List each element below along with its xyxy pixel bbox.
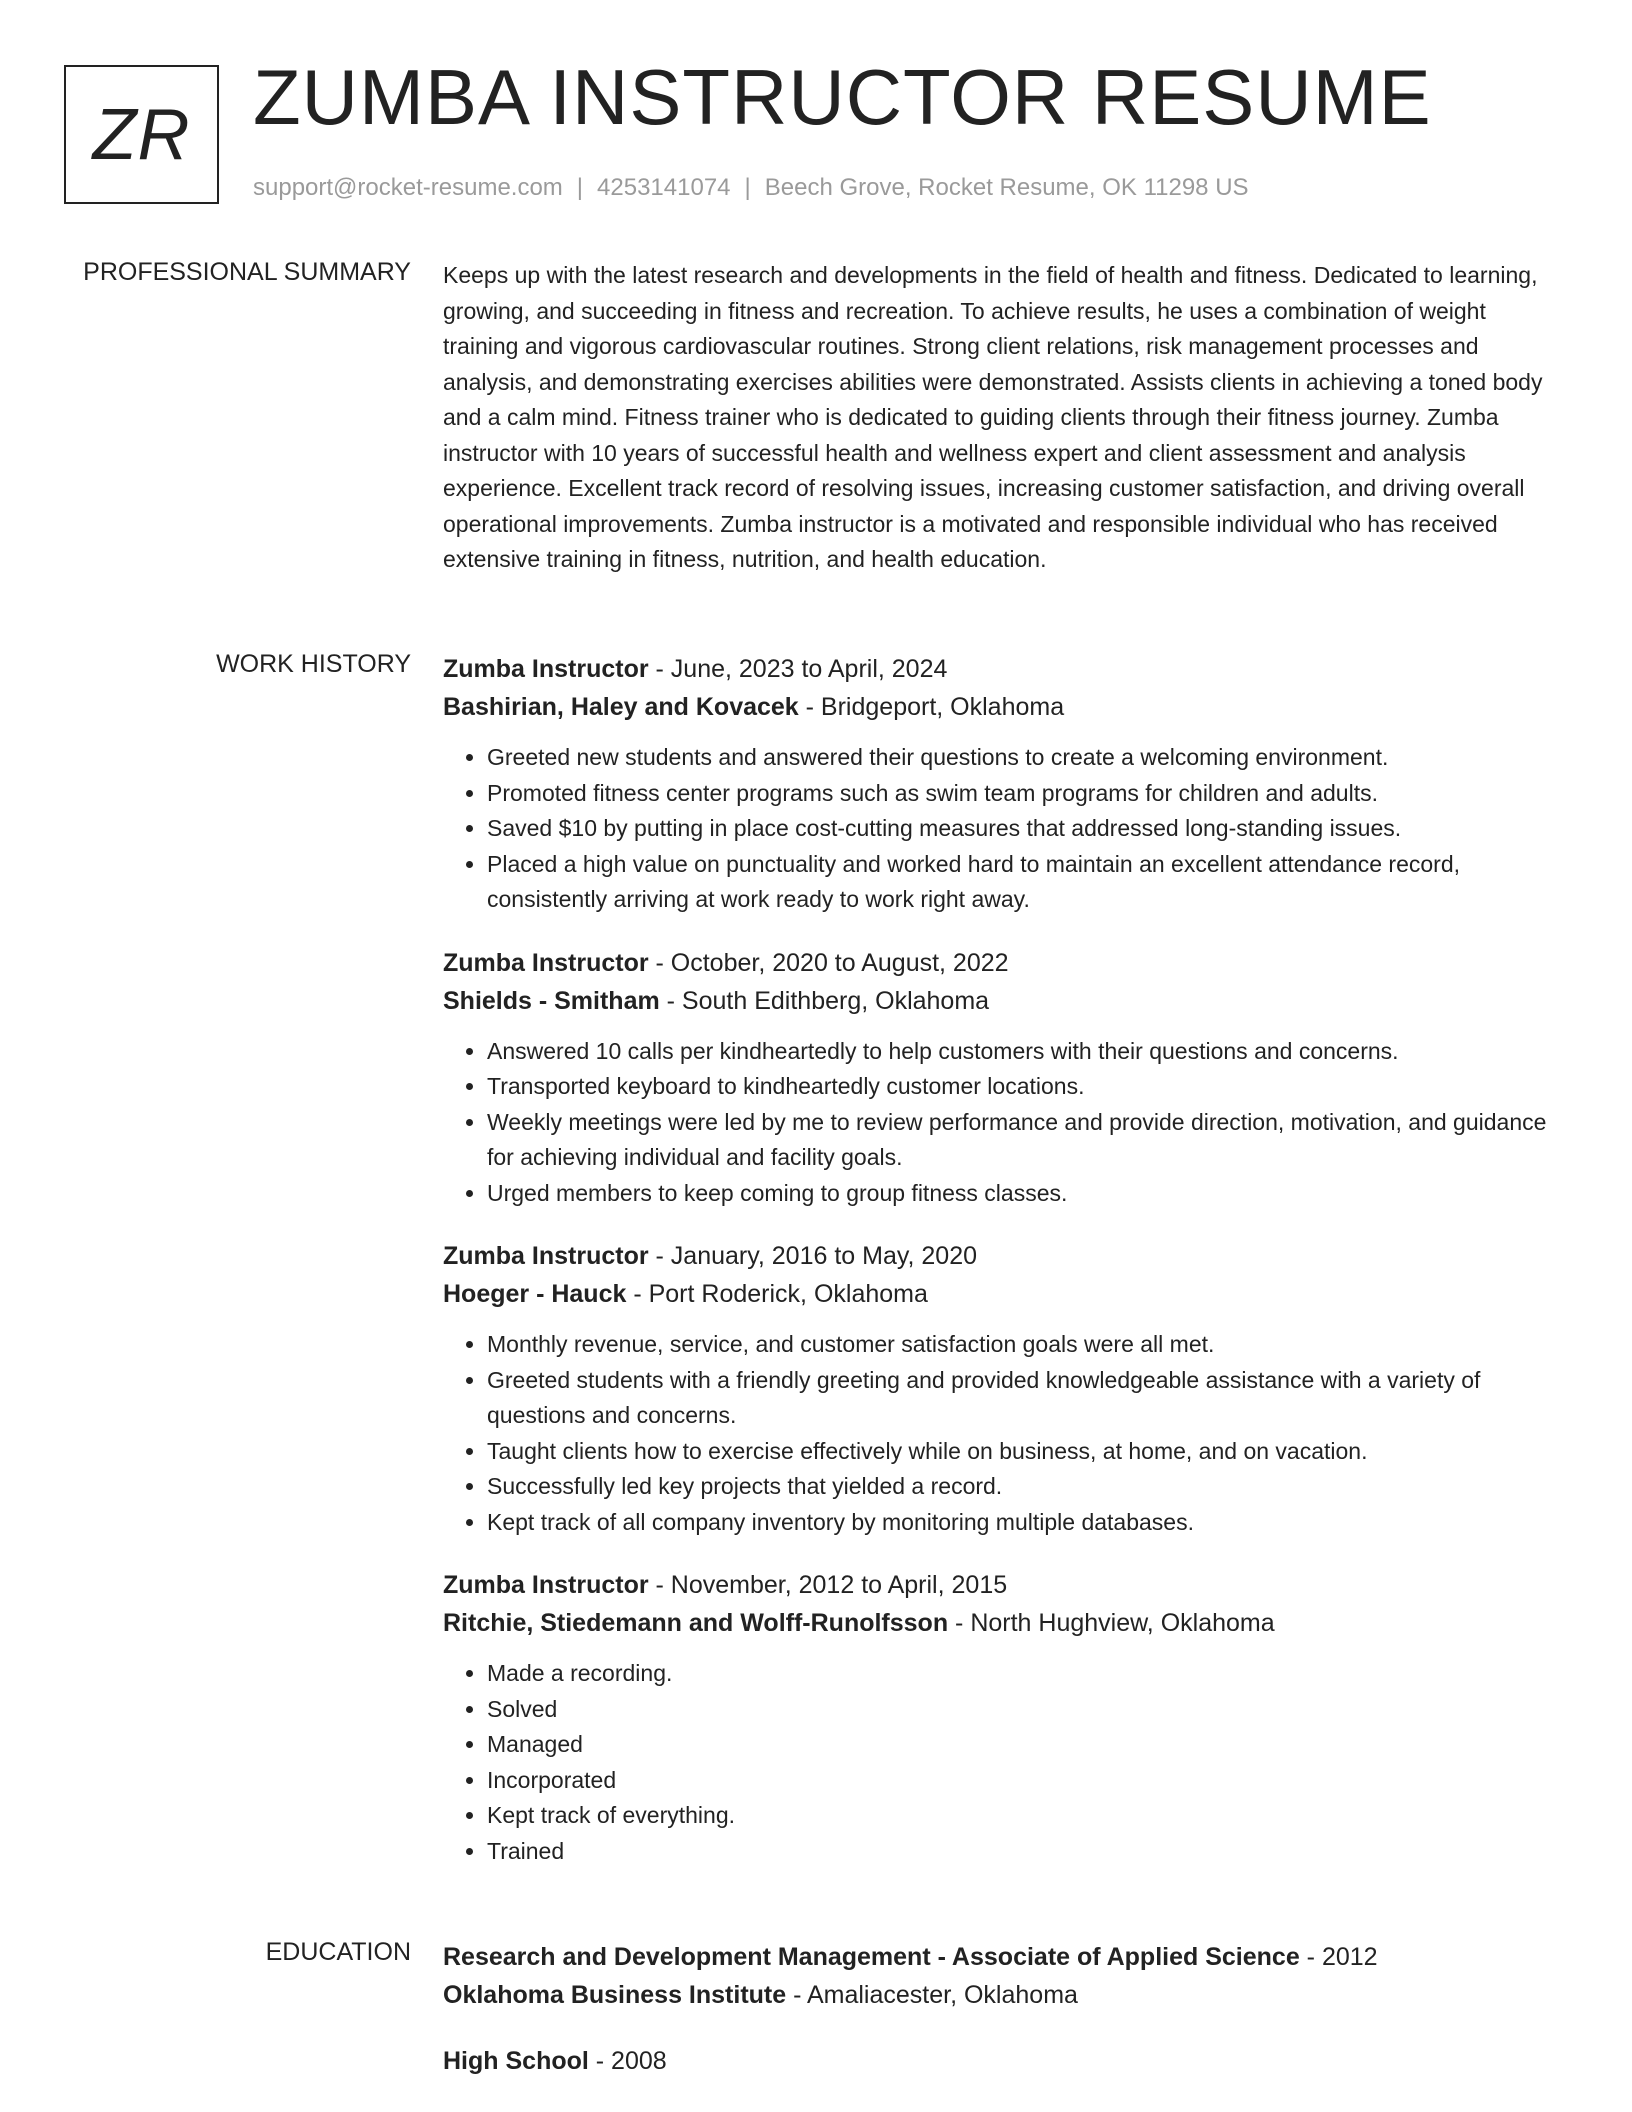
- job-company-line: [443, 982, 1558, 1020]
- job-bullet: • Promoted fitness center programs such as swim team programs for children and adults.: [487, 776, 1558, 812]
- job-company: Hoeger - Hauck: [443, 1280, 627, 1308]
- job-dates: - November, 2012 to April, 2015: [648, 1571, 1008, 1599]
- job-role: Zumba Instructor: [443, 1571, 649, 1599]
- job-bullet: • Urged members to keep coming to group fitness classes.: [487, 1176, 1558, 1212]
- job-bullet-list: [443, 740, 1558, 918]
- monogram: ZR: [64, 65, 219, 204]
- job-bullet: • Made a recording.: [487, 1656, 1558, 1692]
- contact-separator: |: [576, 174, 584, 201]
- education-year: - 2012: [1299, 1943, 1378, 1971]
- contact-address: Beech Grove, Rocket Resume, OK 11298 US: [764, 174, 1249, 201]
- job-bullet-list: [443, 1034, 1558, 1212]
- job-bullet: • Trained: [487, 1834, 1558, 1870]
- job-location: - Bridgeport, Oklahoma: [798, 693, 1065, 721]
- education-degree: Research and Development Management - Associate of Applied Science: [443, 1943, 1300, 1971]
- education-entry: [443, 1938, 1558, 2014]
- job-bullet: • Placed a high value on punctuality and worked hard to maintain an excellent attendance record, consistently arriving at work ready to work right away.: [487, 847, 1558, 918]
- job-bullet: • Kept track of all company inventory by monitoring multiple databases.: [487, 1505, 1558, 1541]
- education-school: Oklahoma Business Institute: [443, 1981, 787, 2009]
- education-degree: High School: [443, 2047, 589, 2075]
- education-degree-line: [443, 1938, 1558, 1976]
- job-location: - North Hughview, Oklahoma: [948, 1609, 1275, 1637]
- job-bullet: • Transported keyboard to kindheartedly customer locations.: [487, 1069, 1558, 1105]
- summary-text: Keeps up with the latest research and developments in the field of health and fitness. Dedicated to learning, growing, and succeeding in fitness and recreation. To achieve results, he uses a combination of weight training and vigorous cardiovascular routines. Strong client relations, risk management processes and analysis, and demonstrating exercises abilities were demonstrated. Assists clients in achieving a toned body and a calm mind. Fitness trainer who is dedicated to guiding clients through their fitness journey. Zumba instructor with 10 years of successful health and wellness expert and client assessment and analysis experience. Excellent track record of resolving issues, increasing customer satisfaction, and driving overall operational improvements. Zumba instructor is a motivated and responsible individual who has received extensive training in fitness, nutrition, and health education.: [443, 262, 1543, 572]
- education-year: - 2008: [588, 2047, 667, 2075]
- job-entry: [443, 944, 1558, 1212]
- job-bullet: • Greeted new students and answered their questions to create a welcoming environment.: [487, 740, 1558, 776]
- job-bullet: • Monthly revenue, service, and customer satisfaction goals were all met.: [487, 1327, 1558, 1363]
- job-bullet: • Solved: [487, 1692, 1558, 1728]
- job-title-line: [443, 944, 1558, 982]
- job-bullet: • Incorporated: [487, 1763, 1558, 1799]
- job-dates: - January, 2016 to May, 2020: [648, 1242, 978, 1270]
- education-degree-line: [443, 2042, 1558, 2080]
- job-entry: [443, 650, 1558, 918]
- contact-separator: |: [744, 174, 751, 201]
- job-company: Bashirian, Haley and Kovacek: [443, 693, 799, 721]
- job-bullet: • Managed: [487, 1727, 1558, 1763]
- job-bullet: • Weekly meetings were led by me to review performance and provide direction, motivation, and guidance for achieving individual and facility goals.: [487, 1105, 1558, 1176]
- contact-line: [253, 174, 1249, 202]
- education-school-line: [443, 1976, 1558, 2014]
- job-bullet: • Answered 10 calls per kindheartedly to help customers with their questions and concerns.: [487, 1034, 1558, 1070]
- job-role: Zumba Instructor: [443, 1242, 649, 1270]
- job-company-line: [443, 688, 1558, 726]
- job-bullet: • Greeted students with a friendly greeting and provided knowledgeable assistance with a variety of questions and concerns.: [487, 1363, 1558, 1434]
- job-dates: - June, 2023 to April, 2024: [648, 655, 948, 683]
- job-entry: [443, 1237, 1558, 1540]
- job-bullet-list: [443, 1656, 1558, 1869]
- job-bullet: • Saved $10 by putting in place cost-cutting measures that addressed long-standing issues.: [487, 811, 1558, 847]
- education-entry: [443, 2042, 1558, 2080]
- job-role: Zumba Instructor: [443, 655, 649, 683]
- resume-title: ZUMBA INSTRUCTOR RESUME: [253, 53, 1432, 141]
- job-title-line: [443, 1566, 1558, 1604]
- job-location: - South Edithberg, Oklahoma: [659, 986, 990, 1015]
- job-bullet: • Kept track of everything.: [487, 1798, 1558, 1834]
- contact-email: support@rocket-resume.com: [253, 174, 563, 201]
- education-location: - Amaliacester, Oklahoma: [786, 1981, 1078, 2009]
- job-company-line: [443, 1604, 1558, 1642]
- job-bullet-list: [443, 1327, 1558, 1540]
- job-company-line: [443, 1275, 1558, 1313]
- section-title: WORK HISTORY: [216, 650, 411, 678]
- job-location: - Port Roderick, Oklahoma: [626, 1280, 928, 1308]
- job-bullet: • Successfully led key projects that yielded a record.: [487, 1469, 1558, 1505]
- job-bullet: • Taught clients how to exercise effectively while on business, at home, and on vacation.: [487, 1434, 1558, 1470]
- section-title: PROFESSIONAL SUMMARY: [83, 258, 411, 286]
- contact-phone: 4253141074: [597, 174, 731, 201]
- job-company: Ritchie, Stiedemann and Wolff-Runolfsson: [443, 1609, 949, 1637]
- job-role: Zumba Instructor: [443, 948, 649, 977]
- job-entry: [443, 1566, 1558, 1869]
- job-company: Shields - Smitham: [443, 986, 660, 1015]
- job-dates: - October, 2020 to August, 2022: [648, 948, 1009, 977]
- section-title: EDUCATION: [265, 1938, 411, 1966]
- job-title-line: [443, 1237, 1558, 1275]
- job-title-line: [443, 650, 1558, 688]
